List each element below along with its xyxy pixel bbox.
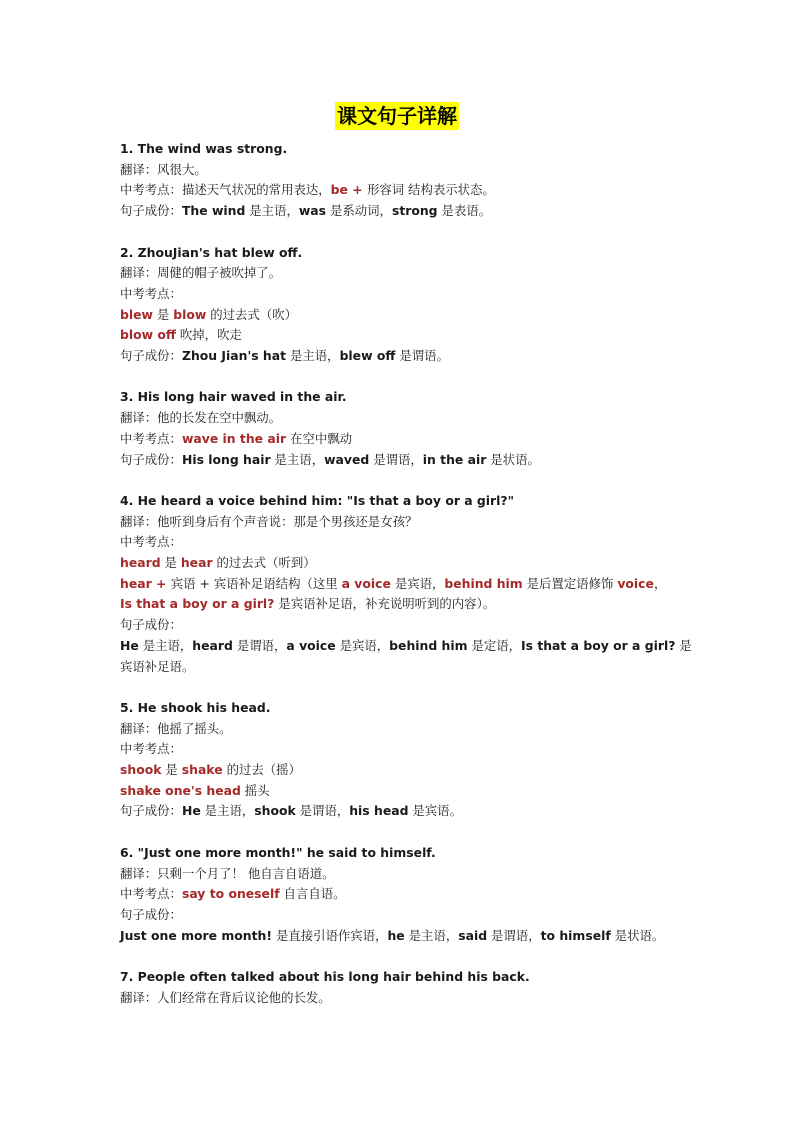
exam-text: 自言自语。 (279, 886, 346, 902)
component-role: 是状语。 (610, 927, 665, 943)
component-phrase: blew off (339, 348, 396, 364)
exam-keyword: shook (120, 762, 162, 778)
component-phrase: in the air (422, 451, 487, 467)
component-role: 是定语， (467, 637, 522, 653)
component-role: 是主语， (200, 803, 255, 819)
component-phrase: He (120, 637, 139, 653)
sentence-5-exam-label: 中考考点： (120, 741, 182, 757)
component-phrase: was (298, 203, 327, 219)
exam-keyword: be + (330, 182, 367, 198)
exam-text: 的过去式（吹） (206, 306, 298, 322)
component-role: 是主语， (138, 637, 193, 653)
components-label: 句子成份： (120, 451, 182, 467)
sentence-6-components-label: 句子成份： (120, 906, 182, 922)
sentence-5-exam-point-1 (120, 760, 690, 781)
translation-label: 翻译： (120, 513, 158, 529)
sentence-6-exam-point (120, 884, 690, 905)
exam-keyword: a voice (341, 575, 391, 591)
exam-text: 是后置定语修饰 (522, 575, 618, 591)
component-phrase: he (387, 927, 405, 943)
exam-keyword: heard (120, 555, 161, 571)
sentence-3-header: 3. His long hair waved in the air. (120, 389, 347, 405)
component-phrase: said (458, 927, 488, 943)
component-phrase: heard (192, 637, 233, 653)
component-phrase: His long hair (181, 451, 271, 467)
exam-text: 宾语 + 宾语补足语结构（这里 (170, 575, 342, 591)
spacer (120, 822, 690, 843)
spacer (120, 470, 690, 491)
components-label: 句子成份： (120, 348, 182, 364)
translation-label: 翻译： (120, 265, 158, 281)
component-role: 是 (675, 637, 692, 653)
exam-keyword: behind him (444, 575, 523, 591)
exam-keyword: wave in the air (181, 430, 287, 446)
sentence-4-exam-point-3 (120, 594, 690, 615)
component-role: 是直接引语作宾语， (272, 927, 388, 943)
component-phrase: shook (254, 803, 296, 819)
component-role: 是谓语， (232, 637, 287, 653)
exam-keyword: blew (120, 306, 153, 322)
component-phrase: behind him (389, 637, 468, 653)
component-phrase: his head (349, 803, 409, 819)
sentence-4-translation (120, 512, 690, 533)
sentence-2-header: 2. ZhouJian's hat blew off. (120, 244, 303, 260)
components-label: 句子成份： (120, 203, 182, 219)
exam-text: ， (653, 575, 667, 591)
component-phrase: Zhou Jian's hat (181, 348, 287, 364)
spacer (120, 367, 690, 388)
exam-text: 吹掉，吹走 (175, 327, 242, 343)
component-phrase: He (181, 803, 201, 819)
exam-keyword: voice (617, 575, 654, 591)
sentence-3-exam-point (120, 429, 690, 450)
sentence-3-translation (120, 408, 690, 429)
translation-text: 风很大。 (157, 161, 207, 177)
sentence-4-header: 4. He heard a voice behind him: "Is that a boy or a girl?" (120, 492, 515, 508)
components-label: 句子成份： (120, 803, 182, 819)
title-container (0, 102, 794, 130)
exam-text: 在空中飘动 (286, 430, 353, 446)
exam-text: 是 (161, 762, 182, 778)
component-phrase: strong (391, 203, 438, 219)
exam-text: 描述天气状况的常用表达， (181, 182, 331, 198)
exam-point-label: 中考考点： (120, 430, 182, 446)
component-role: 是宾语， (335, 637, 390, 653)
exam-text: 形容词 结构表示状态。 (366, 182, 495, 198)
exam-keyword: shake (181, 762, 223, 778)
translation-text: 周健的帽子被吹掉了。 (157, 265, 282, 281)
sentence-2-exam-label: 中考考点： (120, 285, 182, 301)
sentence-5-components (120, 801, 690, 822)
exam-point-label: 中考考点： (120, 886, 182, 902)
sentence-6-components (120, 926, 690, 947)
component-role: 是主语， (286, 348, 340, 364)
sentence-6-header: 6. "Just one more month!" he said to himself. (120, 844, 436, 860)
spacer (120, 946, 690, 967)
component-role: 是表语。 (437, 203, 492, 219)
sentence-4-components (120, 636, 690, 657)
exam-keyword: Is that a boy or a girl? (120, 596, 275, 612)
sentence-2-components (120, 346, 690, 367)
exam-keyword: blow off (120, 327, 176, 343)
sentence-2-exam-point-2 (120, 325, 690, 346)
translation-text: 他听到身后有个声音说：那是个男孩还是女孩？ (157, 513, 418, 529)
exam-keyword: say to oneself (181, 886, 280, 902)
component-role: 是主语， (270, 451, 325, 467)
exam-text: 是宾语， (390, 575, 445, 591)
component-role: 是状语。 (486, 451, 540, 467)
component-role: 是主语， (245, 203, 299, 219)
component-phrase: waved (324, 451, 370, 467)
sentence-4-exam-point-2 (120, 574, 690, 595)
exam-text: 的过去式（听到） (212, 555, 316, 571)
exam-keyword: hear + (120, 575, 171, 591)
component-role: 是主语， (404, 927, 459, 943)
translation-label: 翻译： (120, 410, 158, 426)
translation-label: 翻译： (120, 720, 158, 736)
translation-text: 他的长发在空中飘动。 (157, 410, 282, 426)
exam-text: 是 (152, 306, 174, 322)
sentence-1-header: 1. The wind was strong. (120, 141, 288, 156)
sentence-1-exam-point (120, 180, 690, 201)
sentence-4-exam-label: 中考考点： (120, 534, 182, 550)
sentence-4-exam-point-1 (120, 553, 690, 574)
exam-text: 的过去（摇） (222, 762, 301, 778)
component-phrase: to himself (540, 927, 611, 943)
component-role: 是谓语， (295, 803, 350, 819)
sentence-5-translation (120, 719, 690, 740)
page-title: 课文句子详解 (337, 104, 457, 128)
exam-text: 是 (160, 555, 181, 571)
sentence-4-components-cont: 宾语补足语。 (120, 658, 195, 674)
component-role: 是谓语， (487, 927, 541, 943)
component-phrase: The wind (181, 203, 246, 219)
exam-text: 摇头 (240, 782, 270, 798)
content-body (120, 139, 690, 1008)
sentence-6-translation (120, 864, 690, 885)
sentence-5-header: 5. He shook his head. (120, 699, 271, 715)
translation-text: 他摇了摇头。 (157, 720, 232, 736)
exam-point-label: 中考考点： (120, 182, 182, 198)
sentence-3-components (120, 450, 690, 471)
sentence-4-components-label: 句子成份： (120, 617, 182, 633)
exam-keyword: blow (173, 306, 207, 322)
sentence-5-exam-point-2 (120, 781, 690, 802)
sentence-1-translation (120, 160, 690, 181)
translation-label: 翻译： (120, 989, 158, 1005)
component-phrase: Is that a boy or a girl? (521, 637, 676, 653)
exam-keyword: hear (180, 555, 213, 571)
component-role: 是谓语， (369, 451, 423, 467)
exam-keyword: shake one's head (120, 782, 241, 798)
sentence-2-exam-point-1 (120, 305, 690, 326)
spacer (120, 677, 690, 698)
exam-text: 是宾语补足语，补充说明听到的内容）。 (274, 596, 496, 612)
component-role: 是谓语。 (395, 348, 449, 364)
translation-text: 只剩一个月了！ 他自言自语道。 (157, 865, 335, 881)
sentence-2-translation (120, 263, 690, 284)
sentence-7-header: 7. People often talked about his long hair behind his back. (120, 969, 530, 985)
component-role: 是宾语。 (408, 803, 462, 819)
spacer (120, 222, 690, 243)
component-role: 是系动词， (326, 203, 392, 219)
translation-label: 翻译： (120, 865, 158, 881)
component-phrase: Just one more month! (120, 927, 272, 943)
translation-label: 翻译： (120, 161, 158, 177)
sentence-7-translation (120, 988, 690, 1009)
translation-text: 人们经常在背后议论他的长发。 (157, 989, 331, 1005)
sentence-1-components (120, 201, 690, 222)
component-phrase: a voice (286, 637, 336, 653)
